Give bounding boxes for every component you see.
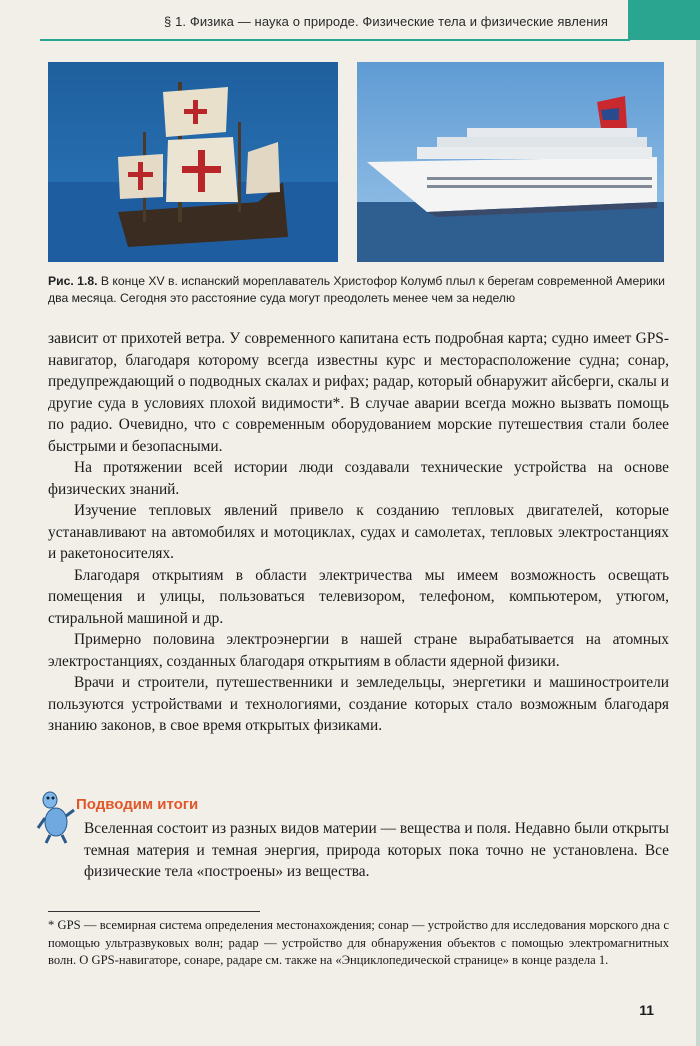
paragraph: Врачи и строители, путешественники и земледельцы, энергетики и машиностроители пользуются устройствами и технологиями, создание которых стало возможным благодаря знанию законов, в свое время открытых физиками.: [48, 674, 669, 734]
body-text: [48, 328, 669, 737]
running-header: § 1. Физика — наука о природе. Физические тела и физические явления: [164, 14, 608, 29]
summary-heading: Подводим итоги: [76, 796, 199, 813]
mascot-icon: [36, 788, 78, 844]
figure-label: Рис. 1.8.: [48, 274, 98, 288]
page-number: 11: [639, 1002, 654, 1018]
paragraph: На протяжении всей истории люди создавали технические устройства на основе физических знаний.: [48, 459, 669, 498]
header-tab: [628, 0, 700, 40]
caravel-photo: [48, 62, 338, 262]
paragraph: Изучение тепловых явлений привело к созданию тепловых двигателей, которые устанавливают на автомобилях и мотоциклах, судах и самолетах, тепловых электростанциях и ракетоносителях.: [48, 502, 669, 562]
footnote-text: * GPS — всемирная система определения местонахождения; сонар — устройство для исследования морского дна с помощью ультразвуковых волн; радар — устройство для обнаружения объектов с помощью электромагнитных волн. О GPS-навигаторе, сонаре, радаре см. также на «Энциклопедической странице» в конце раздела 1.: [48, 918, 669, 967]
header-rule: [40, 39, 630, 41]
figure-caption-text: В конце XV в. испанский мореплаватель Христофор Колумб плыл к берегам современной Америки два месяца. Сегодня это расстояние суда могут преодолеть менее чем за неделю: [48, 274, 665, 305]
page-edge-rule: [696, 40, 700, 1046]
summary-text: [84, 818, 669, 883]
summary-paragraph: Вселенная состоит из разных видов материи — вещества и поля. Недавно были открыты темная материя и темная энергия, природа которых пока точно не установлена. Все физические тела «построены» из вещества.: [84, 820, 669, 880]
paragraph: Благодаря открытиям в области электричества мы имеем возможность освещать помещения и улицы, пользоваться телевизором, телефоном, компьютером, утюгом, стиральной машиной и др.: [48, 566, 669, 627]
cruise-ship-photo: [357, 62, 664, 262]
footnote-rule: [48, 911, 260, 912]
paragraph: Примерно половина электроэнергии в нашей стране вырабатывается на атомных электростанциях, созданных благодаря открытиям в области ядерной физики.: [48, 631, 669, 670]
paragraph: зависит от прихотей ветра. У современного капитана есть подробная карта; судно имеет GPS-навигатор, благодаря которому всегда известны курс и месторасположение судна; сонар, предупреждающий о подводных скалах и рифах; радар, который обнаружит айсберги, скалы и другие суда в условиях плохой видимости*. В случае аварии всегда можно вызвать помощь по радио. Очевидно, что с современным оборудованием морские путешествия стали более быстрыми и безопасными.: [48, 330, 669, 455]
footnote: [48, 917, 669, 970]
figure-caption: [48, 273, 668, 306]
